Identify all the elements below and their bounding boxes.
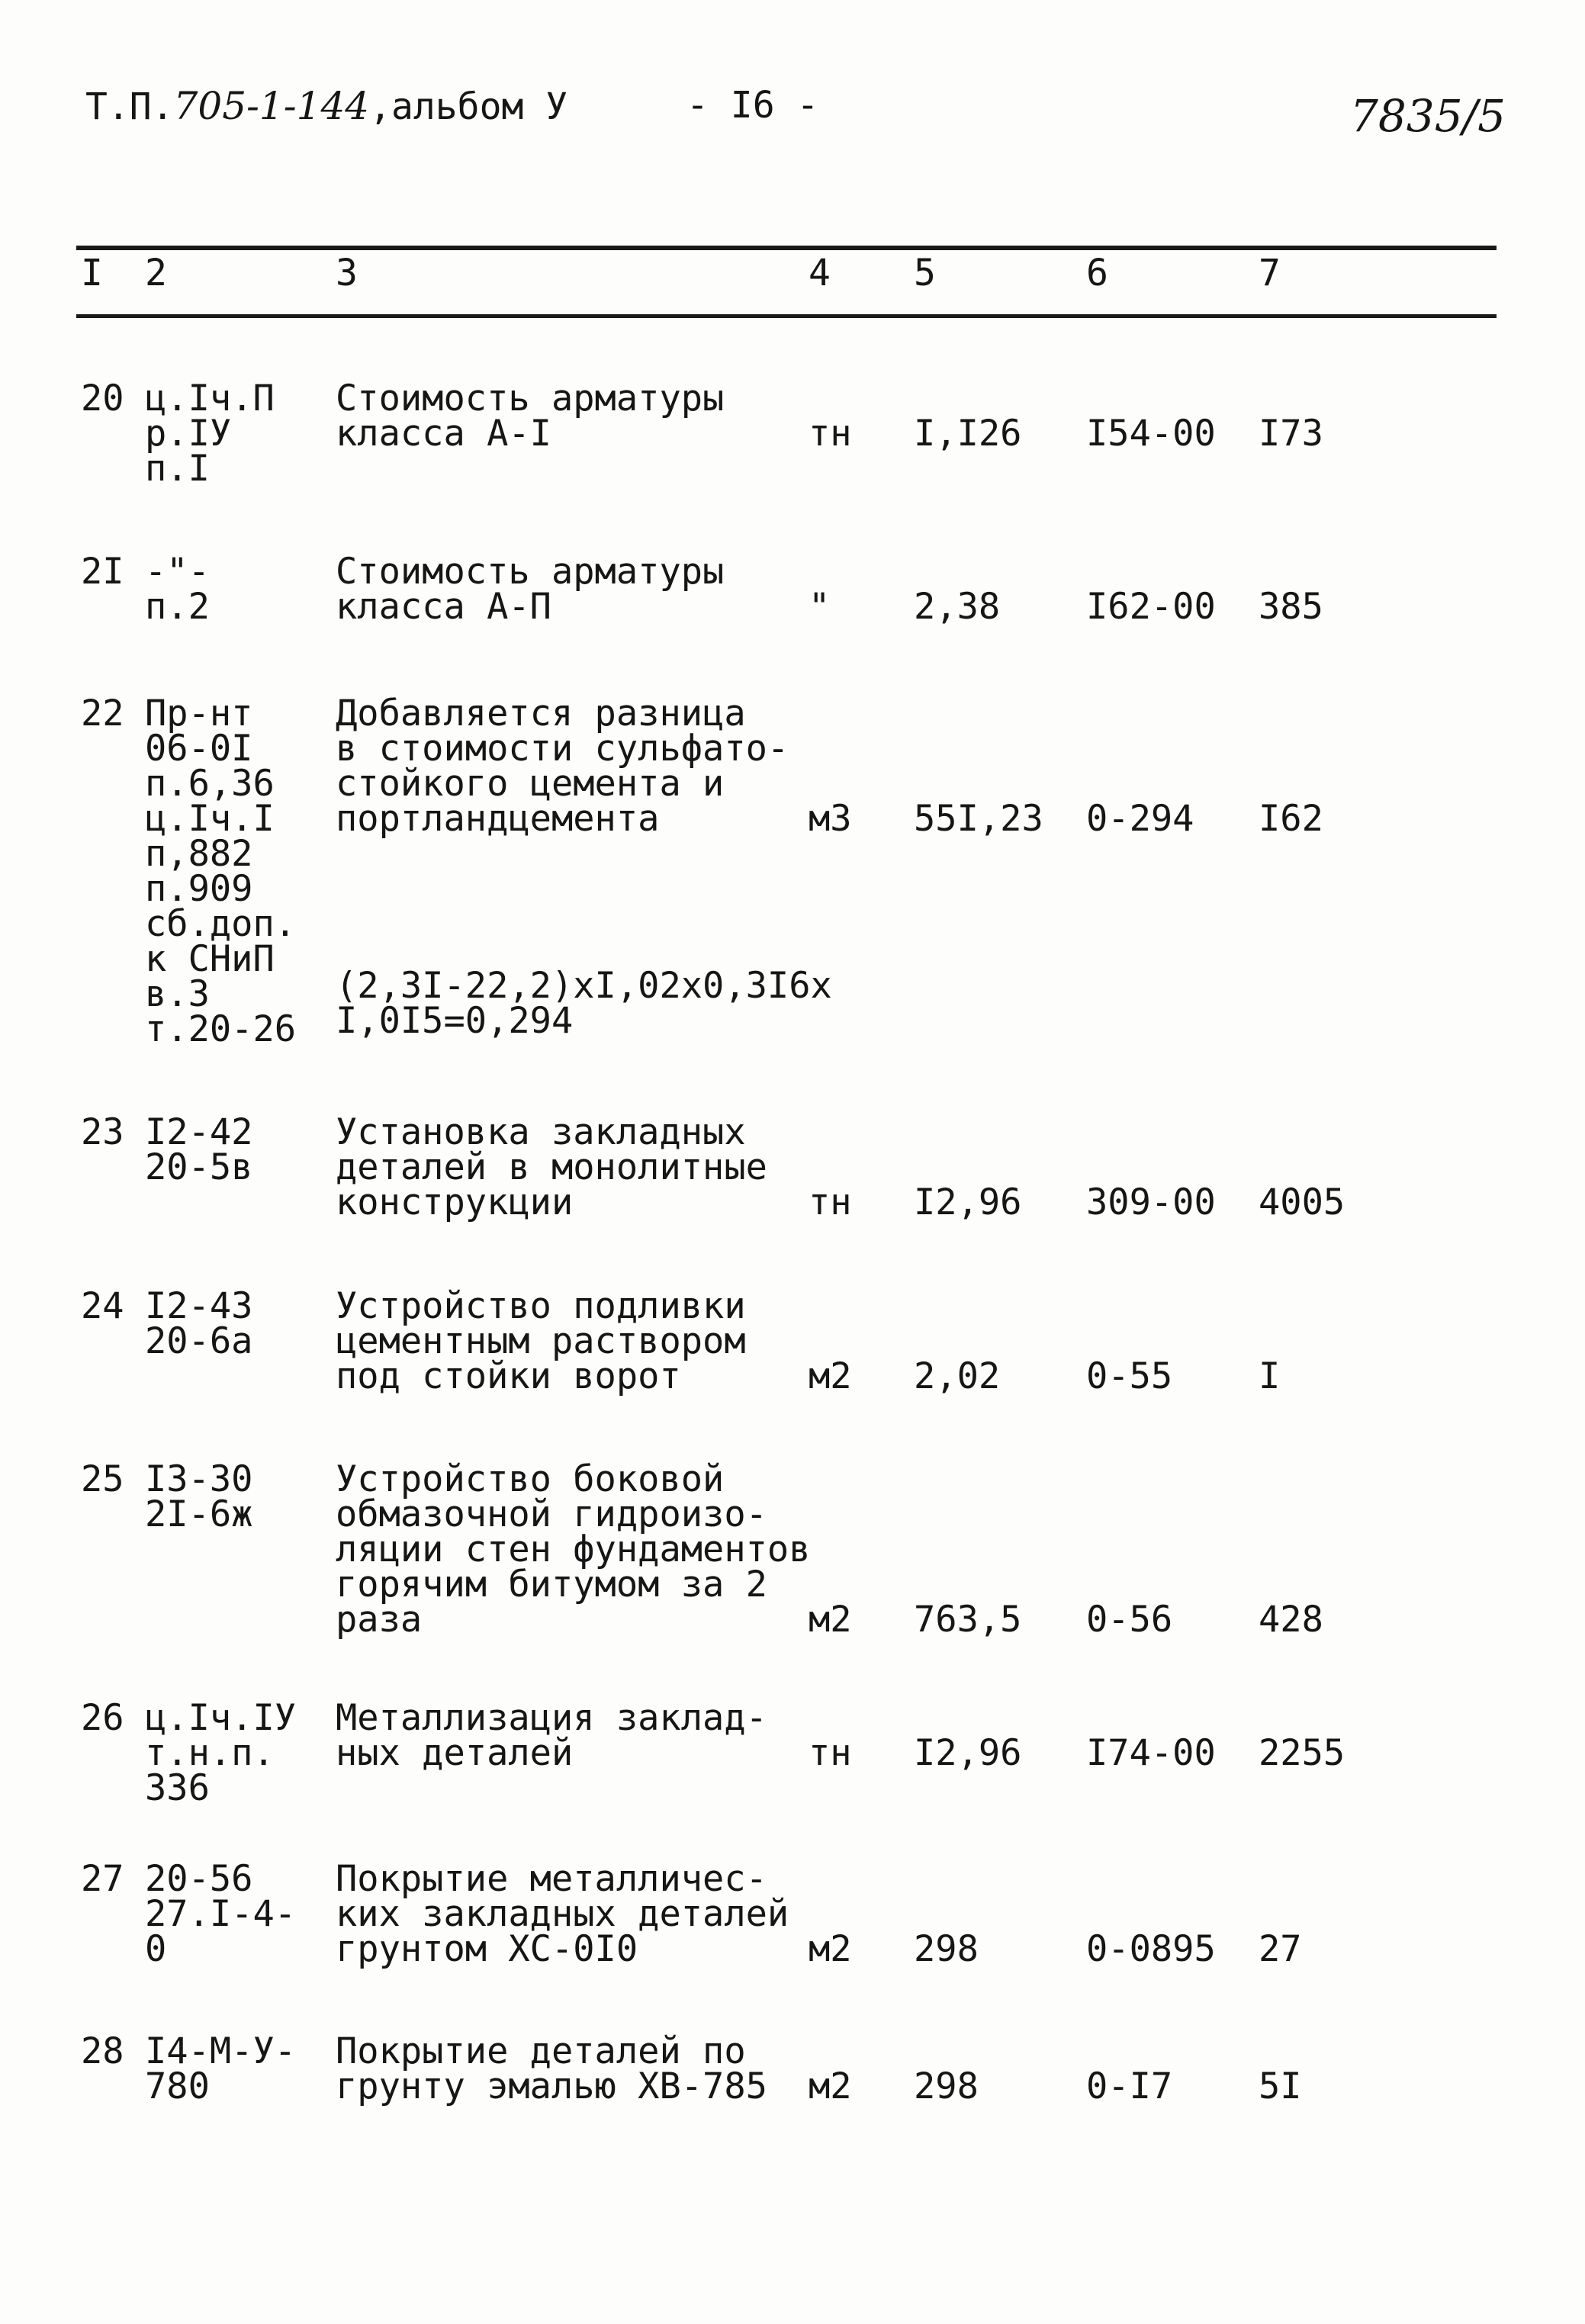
unit-price: I54-00: [1086, 413, 1216, 455]
rate-code: -"- п.2: [145, 551, 210, 628]
quantity: 763,5: [914, 1599, 1022, 1641]
total-cost: 27: [1259, 1928, 1302, 1970]
table-top-rule: [76, 246, 1497, 250]
column-header-7: 7: [1259, 252, 1281, 294]
quantity: 2,02: [914, 1355, 1001, 1397]
total-cost: I: [1259, 1355, 1281, 1397]
unit-of-measure: м2: [809, 1355, 852, 1397]
row-number: 26: [81, 1697, 124, 1739]
rate-code: 20-56 27.I-4- 0: [145, 1858, 297, 1970]
total-cost: 385: [1259, 586, 1323, 628]
total-cost: 4005: [1259, 1181, 1345, 1223]
rate-code: ц.Iч.П р.IУ п.I: [145, 378, 275, 490]
total-cost: I62: [1259, 798, 1323, 840]
total-cost: 428: [1259, 1599, 1323, 1641]
rate-code: Пр-нт 06-0I п.6,36 ц.Iч.I п,882 п.909 сб.доп. к СНиП в.3 т.20-26: [145, 693, 297, 1050]
work-description: Добавляется разница в стоимости сульфато- стойкого цемента и портландцемента: [336, 693, 789, 840]
column-header-3: 3: [336, 252, 358, 294]
unit-price: 309-00: [1086, 1181, 1216, 1223]
row-number: 2I: [81, 551, 124, 593]
quantity: 55I,23: [914, 798, 1043, 840]
work-description: Стоимость арматуры класса А-П: [336, 551, 725, 628]
quantity: 298: [914, 1928, 979, 1970]
work-description: Устройство боковой обмазочной гидроизо- ляции стен фундаментов горячим битумом за 2 раза: [336, 1458, 811, 1641]
rate-code: ц.Iч.IУ т.н.п. 336: [145, 1697, 297, 1809]
quantity: 298: [914, 2065, 979, 2107]
unit-price: 0-I7: [1086, 2065, 1173, 2107]
unit-of-measure: м2: [809, 1599, 852, 1641]
column-header-2: 2: [145, 252, 167, 294]
rate-code: I2-43 20-6а: [145, 1285, 253, 1362]
work-description: Покрытие деталей по грунту эмалью ХВ-785: [336, 2030, 767, 2107]
row-number: 20: [81, 378, 124, 419]
row-number: 28: [81, 2030, 124, 2072]
quantity: I,I26: [914, 413, 1022, 455]
unit-of-measure: м3: [809, 798, 852, 840]
unit-of-measure: тн: [809, 1181, 852, 1223]
unit-of-measure: м2: [809, 1928, 852, 1970]
quantity: I2,96: [914, 1181, 1022, 1223]
rate-code: I2-42 20-5в: [145, 1111, 253, 1188]
unit-of-measure: ": [809, 586, 831, 628]
tp-number-handwritten: 705-1-144: [173, 84, 370, 128]
row-number: 22: [81, 693, 124, 734]
row-number: 23: [81, 1111, 124, 1153]
unit-price: 0-0895: [1086, 1928, 1216, 1970]
archive-stamp-number: 7835/5: [1350, 90, 1506, 142]
quantity: I2,96: [914, 1732, 1022, 1774]
work-description: Установка закладных деталей в монолитные конструкции: [336, 1111, 767, 1223]
tp-prefix: Т.П.: [85, 85, 174, 128]
work-description: Устройство подливки цементным раствором под стойки ворот: [336, 1285, 746, 1397]
row-number: 25: [81, 1458, 124, 1500]
price-calculation-formula: (2,3I-22,2)хI,02х0,3I6х I,0I5=0,294: [336, 965, 832, 1042]
total-cost: 2255: [1259, 1732, 1345, 1774]
unit-price: I62-00: [1086, 586, 1216, 628]
column-header-5: 5: [914, 252, 936, 294]
album-label: ,альбом У: [369, 85, 568, 128]
rate-code: I4-М-У- 780: [145, 2030, 297, 2107]
row-number: 24: [81, 1285, 124, 1327]
unit-of-measure: тн: [809, 413, 852, 455]
quantity: 2,38: [914, 586, 1001, 628]
column-header-1: I: [81, 252, 103, 294]
work-description: Покрытие металличес- ких закладных деталей грунтом ХС-0I0: [336, 1858, 789, 1970]
unit-price: 0-55: [1086, 1355, 1173, 1397]
unit-price: I74-00: [1086, 1732, 1216, 1774]
unit-price: 0-294: [1086, 798, 1194, 840]
unit-of-measure: м2: [809, 2065, 852, 2107]
unit-price: 0-56: [1086, 1599, 1173, 1641]
rate-code: I3-30 2I-6ж: [145, 1458, 253, 1535]
document-reference: [85, 84, 567, 128]
work-description: Металлизация заклад- ных деталей: [336, 1697, 767, 1774]
total-cost: I73: [1259, 413, 1323, 455]
unit-of-measure: тн: [809, 1732, 852, 1774]
column-header-6: 6: [1086, 252, 1108, 294]
column-header-4: 4: [809, 252, 831, 294]
work-description: Стоимость арматуры класса А-I: [336, 378, 725, 455]
row-number: 27: [81, 1858, 124, 1900]
page-number: - I6 -: [686, 84, 819, 127]
total-cost: 5I: [1259, 2065, 1302, 2107]
table-header-rule: [76, 314, 1497, 318]
